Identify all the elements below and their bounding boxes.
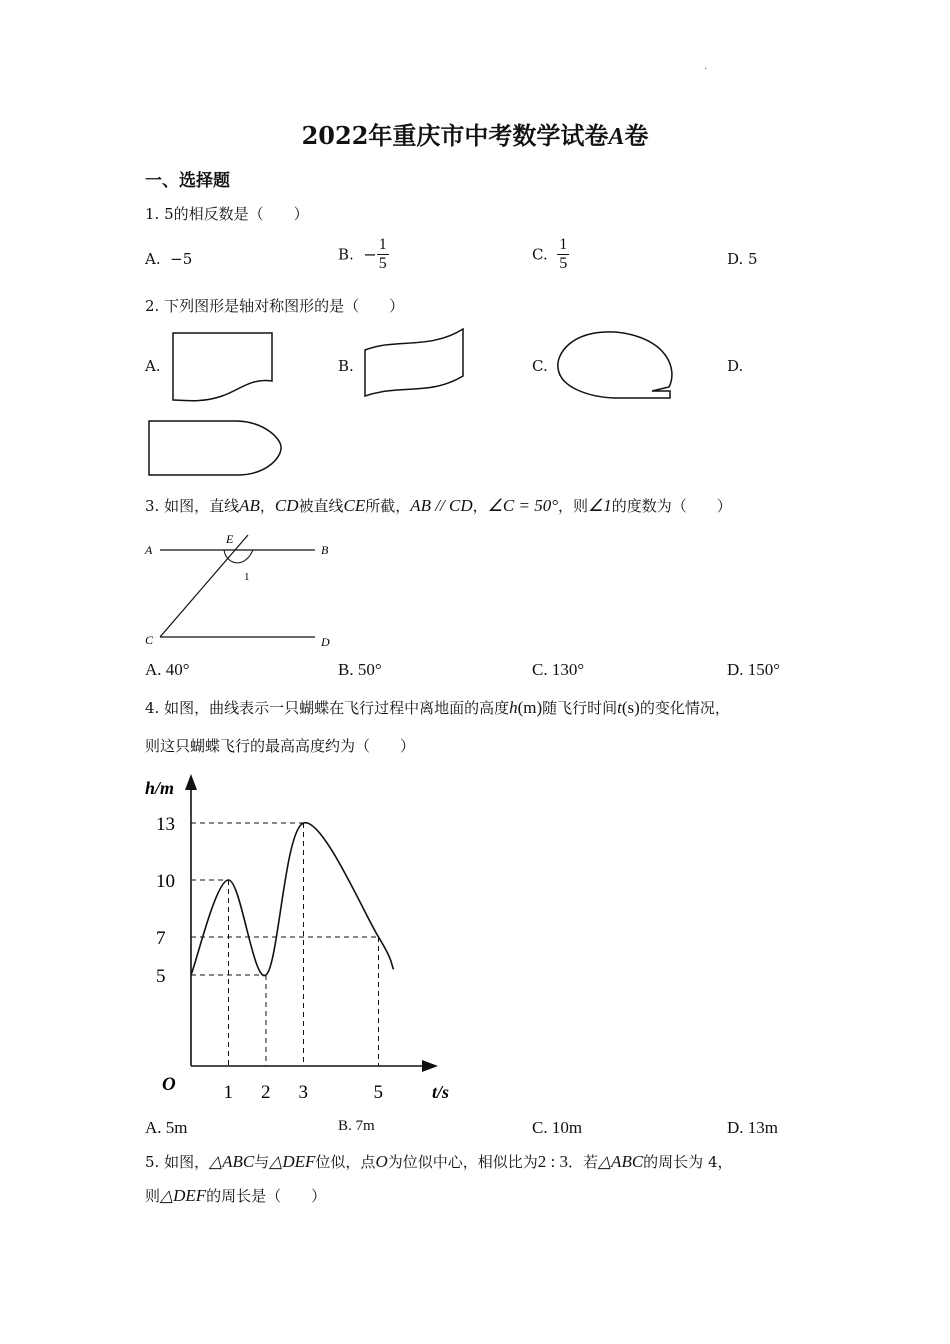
series-line	[191, 823, 394, 976]
title-text: 2022年重庆市中考数学试卷	[301, 121, 609, 150]
q3-option-c: C. 130°	[532, 660, 585, 679]
q4-line2: 则这只蝴蝶飞行的最高高度约为（ ）	[145, 737, 416, 755]
title-var: A	[608, 124, 625, 150]
y-axis-arrow	[185, 774, 197, 790]
section-heading: 一、选择题	[145, 171, 230, 191]
q1-text: 1. 5的相反数是（ ）	[145, 205, 309, 223]
x-axis-label: t/s	[432, 1082, 450, 1102]
q3-option-d: D. 150°	[727, 660, 781, 679]
q5-line1: 5. 如图，△ABC与△DEF位似，点O为位似中心，相似比为2 : 3．若△ABC的周长为 4，	[145, 1152, 733, 1171]
label-1: 1	[244, 571, 250, 583]
q2-text: 2. 下列图形是轴对称图形的是（ ）	[145, 297, 405, 315]
y-tick-label-5: 5	[156, 966, 166, 987]
q3-option-a: A. 40°	[145, 660, 190, 679]
q3-option-b: B. 50°	[338, 660, 382, 679]
page-title	[0, 116, 950, 151]
y-tick-label-13: 13	[156, 814, 175, 835]
label-a: A	[145, 543, 153, 557]
q2-option-a-label: A.	[145, 357, 161, 375]
q1-option-c: C. $\frac{1}{5}$	[532, 236, 568, 272]
q3-figure	[140, 530, 360, 650]
shape-c	[558, 332, 672, 398]
x-tick-label-2: 2	[261, 1082, 271, 1103]
q4-line1: 4. 如图，曲线表示一只蝴蝶在飞行过程中离地面的高度h(m)随飞行时间t(s)的变化情况，	[145, 698, 730, 717]
q2-option-c-label: C.	[532, 357, 548, 375]
y-tick-label-7: 7	[156, 928, 166, 949]
shape-a	[173, 333, 272, 401]
q4-chart	[140, 770, 470, 1110]
y-axis-label: h/m	[145, 778, 175, 798]
y-tick-label-10: 10	[156, 871, 175, 892]
label-d: D	[321, 635, 330, 649]
label-e: E	[226, 532, 234, 546]
q3-text: 3. 如图，直线AB，CD被直线CE所截，AB // CD，∠C = 50°，则∠1的度数为（ ）	[145, 496, 732, 515]
angle-arc	[224, 550, 253, 563]
q2-shapes	[0, 320, 950, 480]
q4-option-a: A. 5m	[145, 1118, 188, 1137]
label-b: B	[321, 543, 329, 557]
x-tick-label-3: 3	[298, 1082, 308, 1103]
q2-option-b-label: B.	[338, 357, 354, 375]
x-tick-label-5: 5	[373, 1082, 383, 1103]
q1-option-a: A. −5	[145, 250, 193, 268]
q1-option-b: B. − $\frac{1}{5}$	[338, 236, 387, 272]
x-tick-label-1: 1	[223, 1082, 233, 1103]
q4-option-d: D. 13m	[727, 1118, 778, 1137]
x-axis-arrow	[422, 1060, 438, 1072]
q1-option-d: D. 5	[727, 250, 758, 268]
shape-d	[149, 421, 281, 475]
q5-line2: 则△DEF的周长是（ ）	[145, 1186, 327, 1205]
label-c: C	[145, 633, 154, 647]
q4-option-b: B. 7m	[338, 1118, 375, 1134]
header-mark: ·	[704, 64, 708, 75]
title-suffix: 卷	[624, 121, 649, 150]
origin-label: O	[162, 1074, 176, 1095]
q4-option-c: C. 10m	[532, 1118, 583, 1137]
shape-b	[365, 329, 463, 396]
q2-option-d-label: D.	[727, 357, 744, 375]
